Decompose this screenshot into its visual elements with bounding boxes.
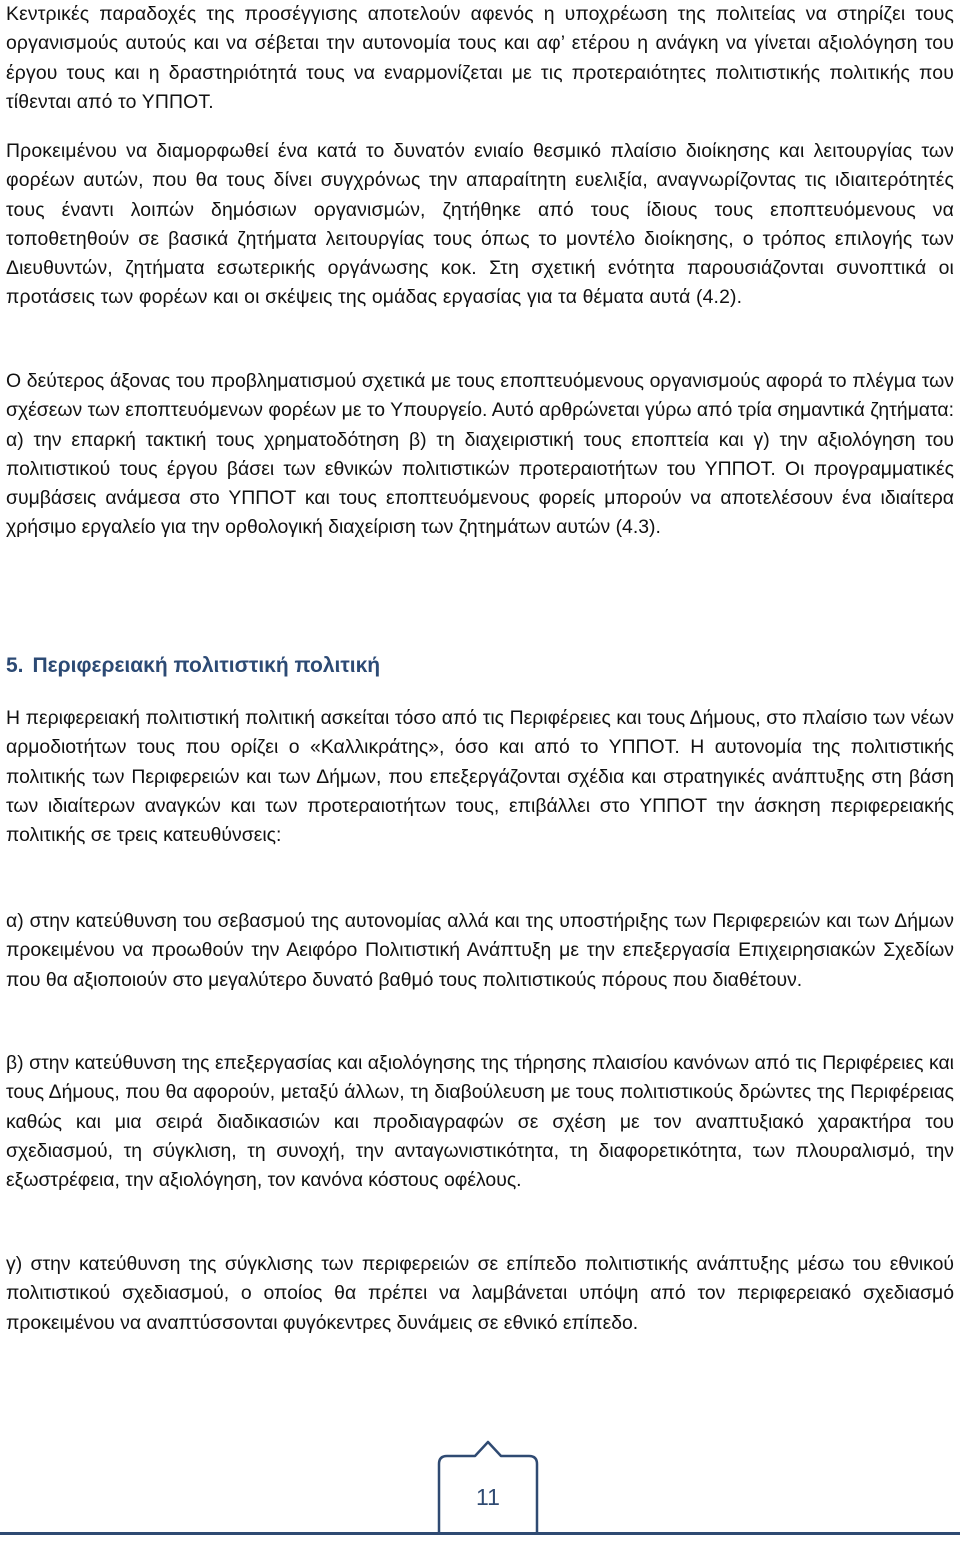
page-number: 11 [476, 1484, 500, 1510]
section-heading [6, 651, 380, 681]
paragraph-3: Ο δεύτερος άξονας του προβληματισμού σχετικά με τους εποπτευόμενους οργανισμούς αφορά το πλέγμα των σχέσεων των εποπτευόμενων φορέων με το Υπουργείο. Αυτό αρθρώνεται γύρω από τρία σημαντικά ζητήματα: α) την επαρκή τακτική τους χρηματοδότηση β) τη διαχειριστική τους εποπτεία και γ) την αξιολόγηση του πολιτιστικού τους έργου βάσει των εθνικών πολιτιστικών προτεραιοτήτων του ΥΠΠΟΤ. Οι προγραμματικές συμβάσεις ανάμεσα στο ΥΠΠΟΤ και τους εποπτευόμενους φορείς μπορούν να αποτελέσουν ένα ιδιαίτερα χρήσιμο εργαλείο για την ορθολογική διαχείριση των ζητημάτων αυτών (4.3). [6, 370, 954, 539]
section-number: 5. [6, 654, 24, 677]
list-item-c: γ) στην κατεύθυνση της σύγκλισης των περιφερειών σε επίπεδο πολιτιστικής ανάπτυξης μέσω του εθνικού πολιτιστικού σχεδιασμού, ο οποίος θα πρέπει να λαμβάνεται υπόψη από τον περιφερειακό σχεδιασμό προκειμένου να αναπτύσσονται φυγόκεντρες δυνάμεις σε εθνικό επίπεδο. [6, 1253, 954, 1334]
page-number-badge [437, 1440, 539, 1540]
section-title: Περιφερειακή πολιτιστική πολιτική [32, 654, 381, 677]
list-item-b: β) στην κατεύθυνση της επεξεργασίας και αξιολόγησης της τήρησης πλαισίου κανόνων από τις Περιφέρειες και τους Δήμους, που θα αφορούν, μεταξύ άλλων, τη διαβούλευση με τους πολιτιστικούς δρώντες της Περιφέρειας καθώς και μια σειρά διαδικασιών και προδιαγραφών σε σχέση με τον αναπτυξιακό χαρακτήρα του σχεδιασμού, τη σύγκλιση, τη συνοχή, την ανταγωνιστικότητα, τη διαφορετικότητα, των πλουραλισμό, την εξωστρέφεια, την αξιολόγηση, τον κανόνα κόστους οφέλους. [6, 1052, 954, 1192]
paragraph-1: Κεντρικές παραδοχές της προσέγγισης αποτελούν αφενός η υποχρέωση της πολιτείας να στηρίζει τους οργανισμούς αυτούς και να σέβεται την αυτονομία τους και αφ’ ετέρου η ανάγκη να γίνεται αξιολόγηση του έργου τους και η δραστηριότητά τους να εναρμονίζεται με τις προτεραιότητες πολιτιστικής πολιτικής που τίθενται από το ΥΠΠΟΤ. [6, 3, 954, 113]
paragraph-2: Προκειμένου να διαμορφωθεί ένα κατά το δυνατόν ενιαίο θεσμικό πλαίσιο διοίκησης και λειτουργίας των φορέων αυτών, που θα τους δίνει συγχρόνως την απαραίτητη ευελιξία, αναγνωρίζοντας τις ιδιαιτερότητές τους έναντι λοιπών δημόσιων οργανισμών, ζητήθηκε από τους ίδιους τους εποπτευόμενους να τοποθετηθούν σε βασικά ζητήματα λειτουργίας τους όπως το μοντέλο διοίκησης, ο τρόπος επιλογής των Διευθυντών, ζητήματα εσωτερικής οργάνωσης κοκ. Στη σχετική ενότητα παρουσιάζονται συνοπτικά οι προτάσεις των φορέων και οι σκέψεις της ομάδας εργασίας για τα θέματα αυτά (4.2). [6, 140, 954, 309]
paragraph-4: Η περιφερειακή πολιτιστική πολιτική ασκείται τόσο από τις Περιφέρειες και τους Δήμους, στο πλαίσιο των νέων αρμοδιοτήτων τους που ορίζει ο «Καλλικράτης», όσο και από το ΥΠΠΟΤ. Η αυτονομία της πολιτιστικής πολιτικής των Περιφερειών και των Δήμων, που επεξεργάζονται σχέδια και στρατηγικές ανάπτυξης στη βάση των ιδιαίτερων αναγκών και των προτεραιοτήτων τους, επιβάλλει στο ΥΠΠΟΤ την άσκηση περιφερειακής πολιτικής σε τρεις κατευθύνσεις: [6, 707, 954, 847]
list-item-a: α) στην κατεύθυνση του σεβασμού της αυτονομίας αλλά και της υποστήριξης των Περιφερειών και των Δήμων προκειμένου να προωθούν την Αειφόρο Πολιτιστική Ανάπτυξη με την επεξεργασία Επιχειρησιακών Σχεδίων που θα αξιοποιούν στο μεγαλύτερο δυνατό βαθμό τους πολιτιστικούς πόρους που διαθέτουν. [6, 910, 954, 991]
